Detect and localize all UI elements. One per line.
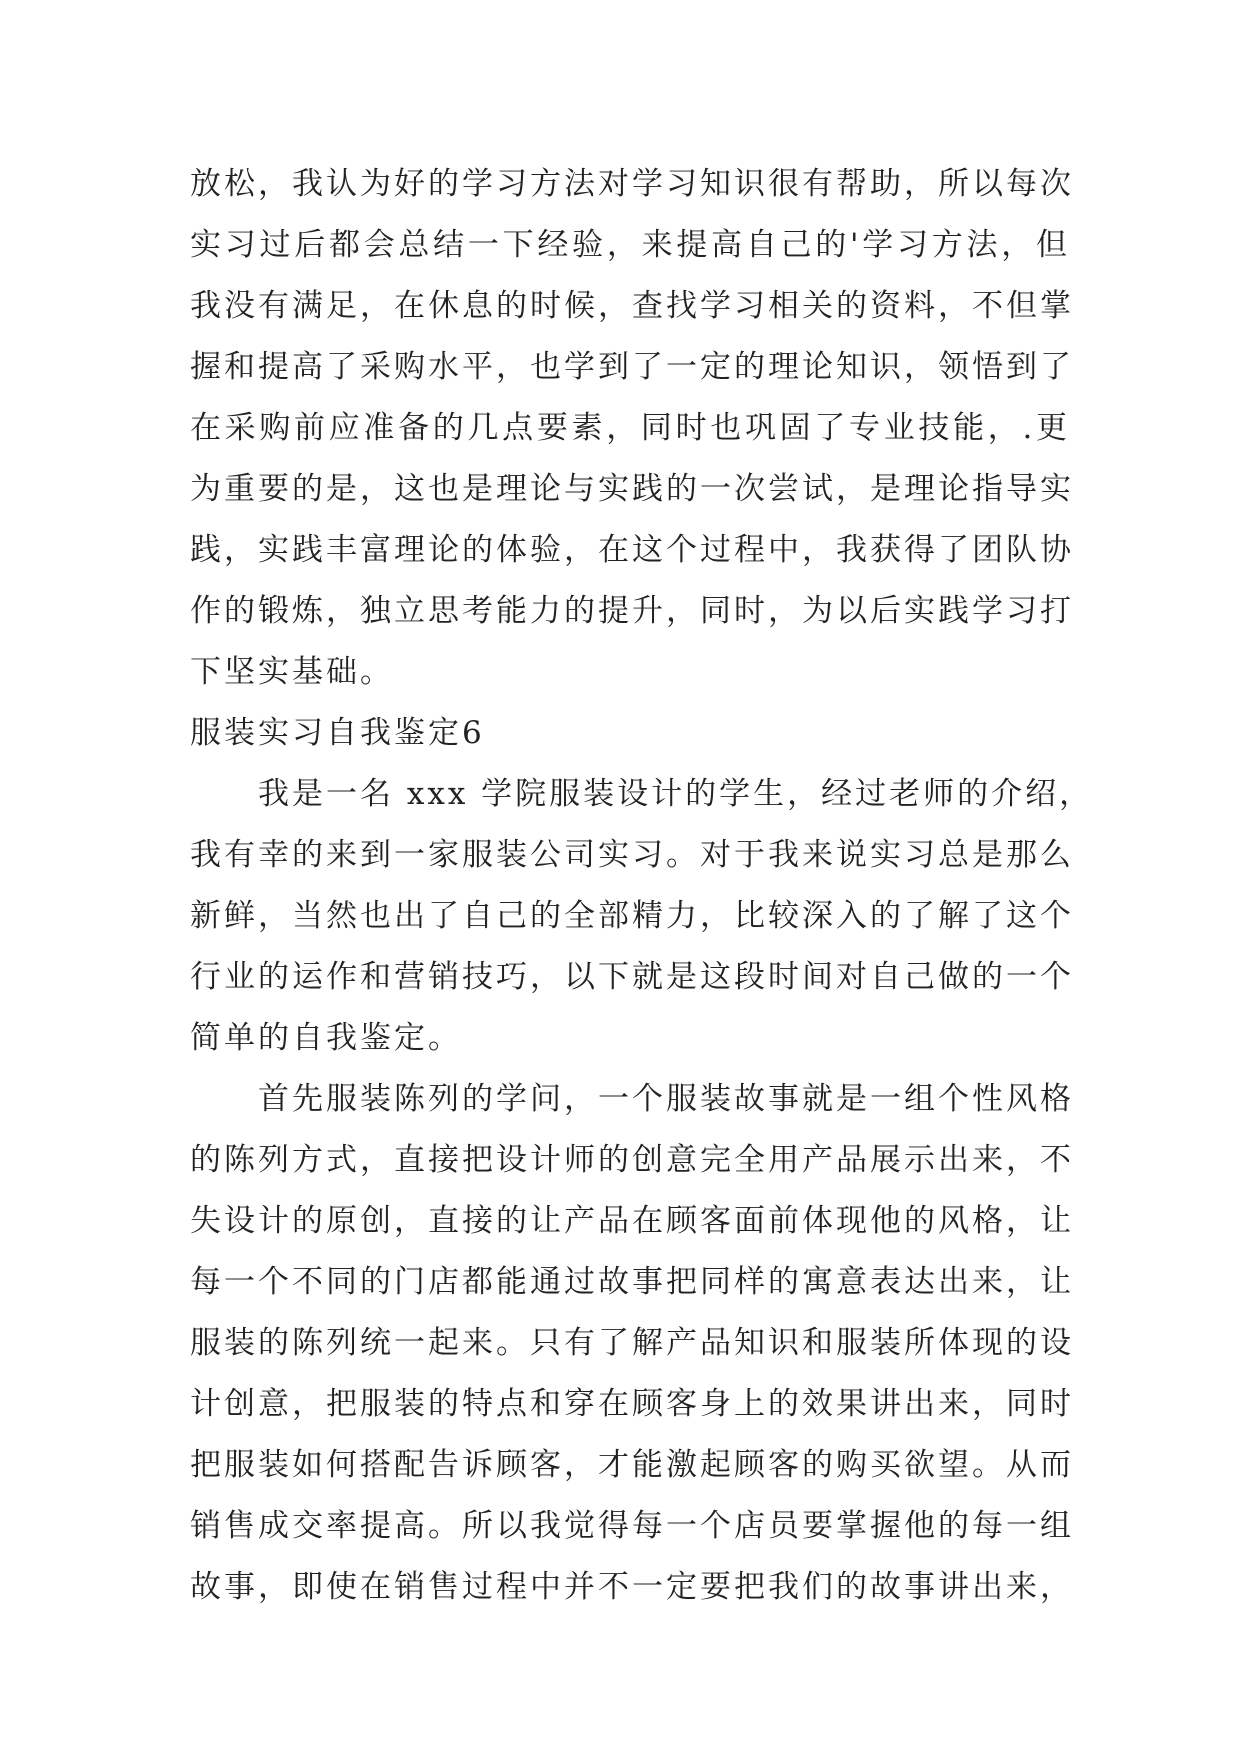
text-line: 为重要的是，这也是理论与实践的一次尝试，是理论指导实: [190, 471, 1074, 507]
text-line: 销售成交率提高。所以我觉得每一个店员要掌握他的每一组: [190, 1508, 1074, 1544]
text-line: 放松，我认为好的学习方法对学习知识很有帮助，所以每次: [190, 166, 1074, 202]
text-line: 简单的自我鉴定。: [190, 1020, 462, 1056]
text-line: 在采购前应准备的几点要素，同时也巩固了专业技能，.更: [190, 410, 1070, 446]
text-line: 每一个不同的门店都能通过故事把同样的寓意表达出来，让: [190, 1264, 1074, 1300]
paragraph-first-line: 我是一名 xxx 学院服装设计的学生，经过老师的介绍，: [258, 776, 1094, 812]
text-line: 失设计的原创，直接的让产品在顾客面前体现他的风格，让: [190, 1203, 1074, 1239]
text-line: 的陈列方式，直接把设计师的创意完全用产品展示出来，不: [190, 1142, 1074, 1178]
paragraph-first-line: 首先服装陈列的学问，一个服装故事就是一组个性风格: [258, 1081, 1074, 1117]
text-line: 我没有满足，在休息的时候，查找学习相关的资料，不但掌: [190, 288, 1074, 324]
text-line: 计创意，把服装的特点和穿在顾客身上的效果讲出来，同时: [190, 1386, 1074, 1422]
text-line: 把服装如何搭配告诉顾客，才能激起顾客的购买欲望。从而: [190, 1447, 1074, 1483]
text-line: 作的锻炼，独立思考能力的提升，同时，为以后实践学习打: [190, 593, 1074, 629]
text-line: 下坚实基础。: [190, 654, 394, 690]
text-line: 践，实践丰富理论的体验，在这个过程中，我获得了团队协: [190, 532, 1074, 568]
text-line: 行业的运作和营销技巧，以下就是这段时间对自己做的一个: [190, 959, 1074, 995]
section-heading: 服装实习自我鉴定6: [190, 715, 485, 751]
text-line: 实习过后都会总结一下经验，来提高自己的'学习方法，但: [190, 227, 1070, 263]
text-line: 新鲜，当然也出了自己的全部精力，比较深入的了解了这个: [190, 898, 1074, 934]
text-line: 故事，即使在销售过程中并不一定要把我们的故事讲出来，: [190, 1569, 1074, 1605]
text-line: 握和提高了采购水平，也学到了一定的理论知识，领悟到了: [190, 349, 1074, 385]
text-line: 我有幸的来到一家服装公司实习。对于我来说实习总是那么: [190, 837, 1074, 873]
text-line: 服装的陈列统一起来。只有了解产品知识和服装所体现的设: [190, 1325, 1074, 1361]
